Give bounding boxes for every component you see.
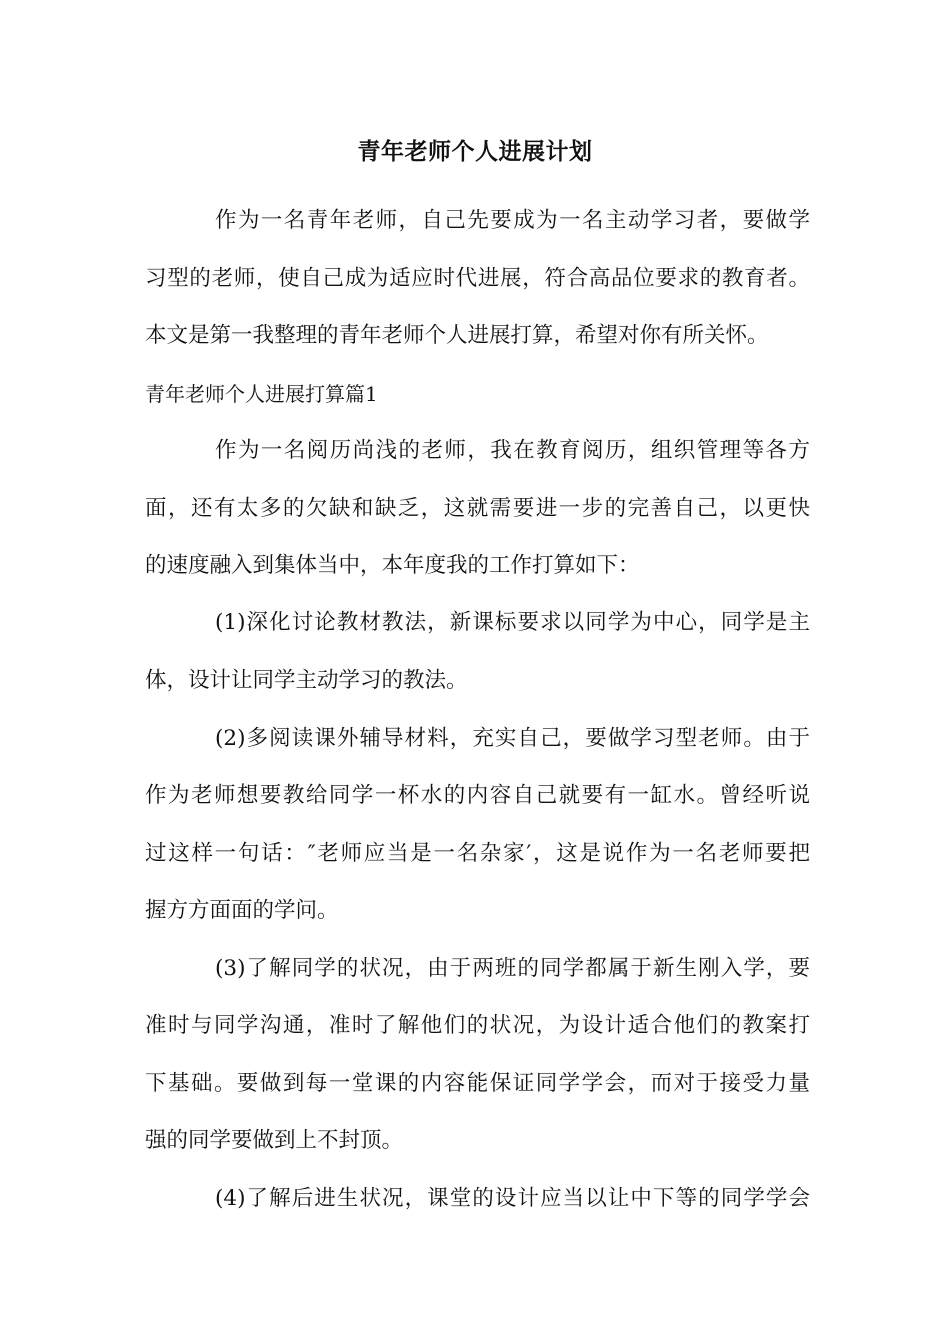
paragraph-line: 下基础。要做到每一堂课的内容能保证同学学会，而对于接受力量: [145, 1071, 810, 1096]
paragraph-line: 握方方面面的学问。: [145, 898, 339, 923]
paragraph-line: 本文是第一我整理的青年老师个人进展打算，希望对你有所关怀。: [145, 323, 769, 348]
paragraph-line: (1)深化讨论教材教法，新课标要求以同学为中心，同学是主: [215, 610, 810, 635]
paragraph-line: (2)多阅读课外辅导材料，充实自己，要做学习型老师。由于: [215, 726, 810, 751]
paragraph-line: 习型的老师，使自己成为适应时代进展，符合高品位要求的教育者。: [145, 266, 810, 291]
paragraph-line: 作为老师想要教给同学一杯水的内容自己就要有一缸水。曾经听说: [145, 783, 810, 808]
paragraph-line: 强的同学要做到上不封顶。: [145, 1128, 404, 1153]
paragraph-line: 作为一名阅历尚浅的老师，我在教育阅历，组织管理等各方: [215, 438, 810, 463]
paragraph-line: 面，还有太多的欠缺和缺乏，这就需要进一步的完善自己，以更快: [145, 496, 810, 521]
section-heading: 青年老师个人进展打算篇1: [145, 382, 378, 406]
paragraph-line: 准时与同学沟通，准时了解他们的状况，为设计适合他们的教案打: [145, 1013, 810, 1038]
paragraph-line: (4)了解后进生状况，课堂的设计应当以让中下等的同学学会: [215, 1186, 810, 1211]
paragraph-line: 的速度融入到集体当中，本年度我的工作打算如下：: [145, 553, 640, 578]
paragraph-line: (3)了解同学的状况，由于两班的同学都属于新生刚入学，要: [215, 956, 810, 981]
paragraph-line: 体，设计让同学主动学习的教法。: [145, 668, 468, 693]
paragraph-line: 作为一名青年老师，自己先要成为一名主动学习者，要做学: [215, 208, 810, 233]
paragraph-line: 过这样一句话：″老师应当是一名杂家′，这是说作为一名老师要把: [145, 841, 810, 866]
document-title: 青年老师个人进展计划: [357, 139, 593, 165]
